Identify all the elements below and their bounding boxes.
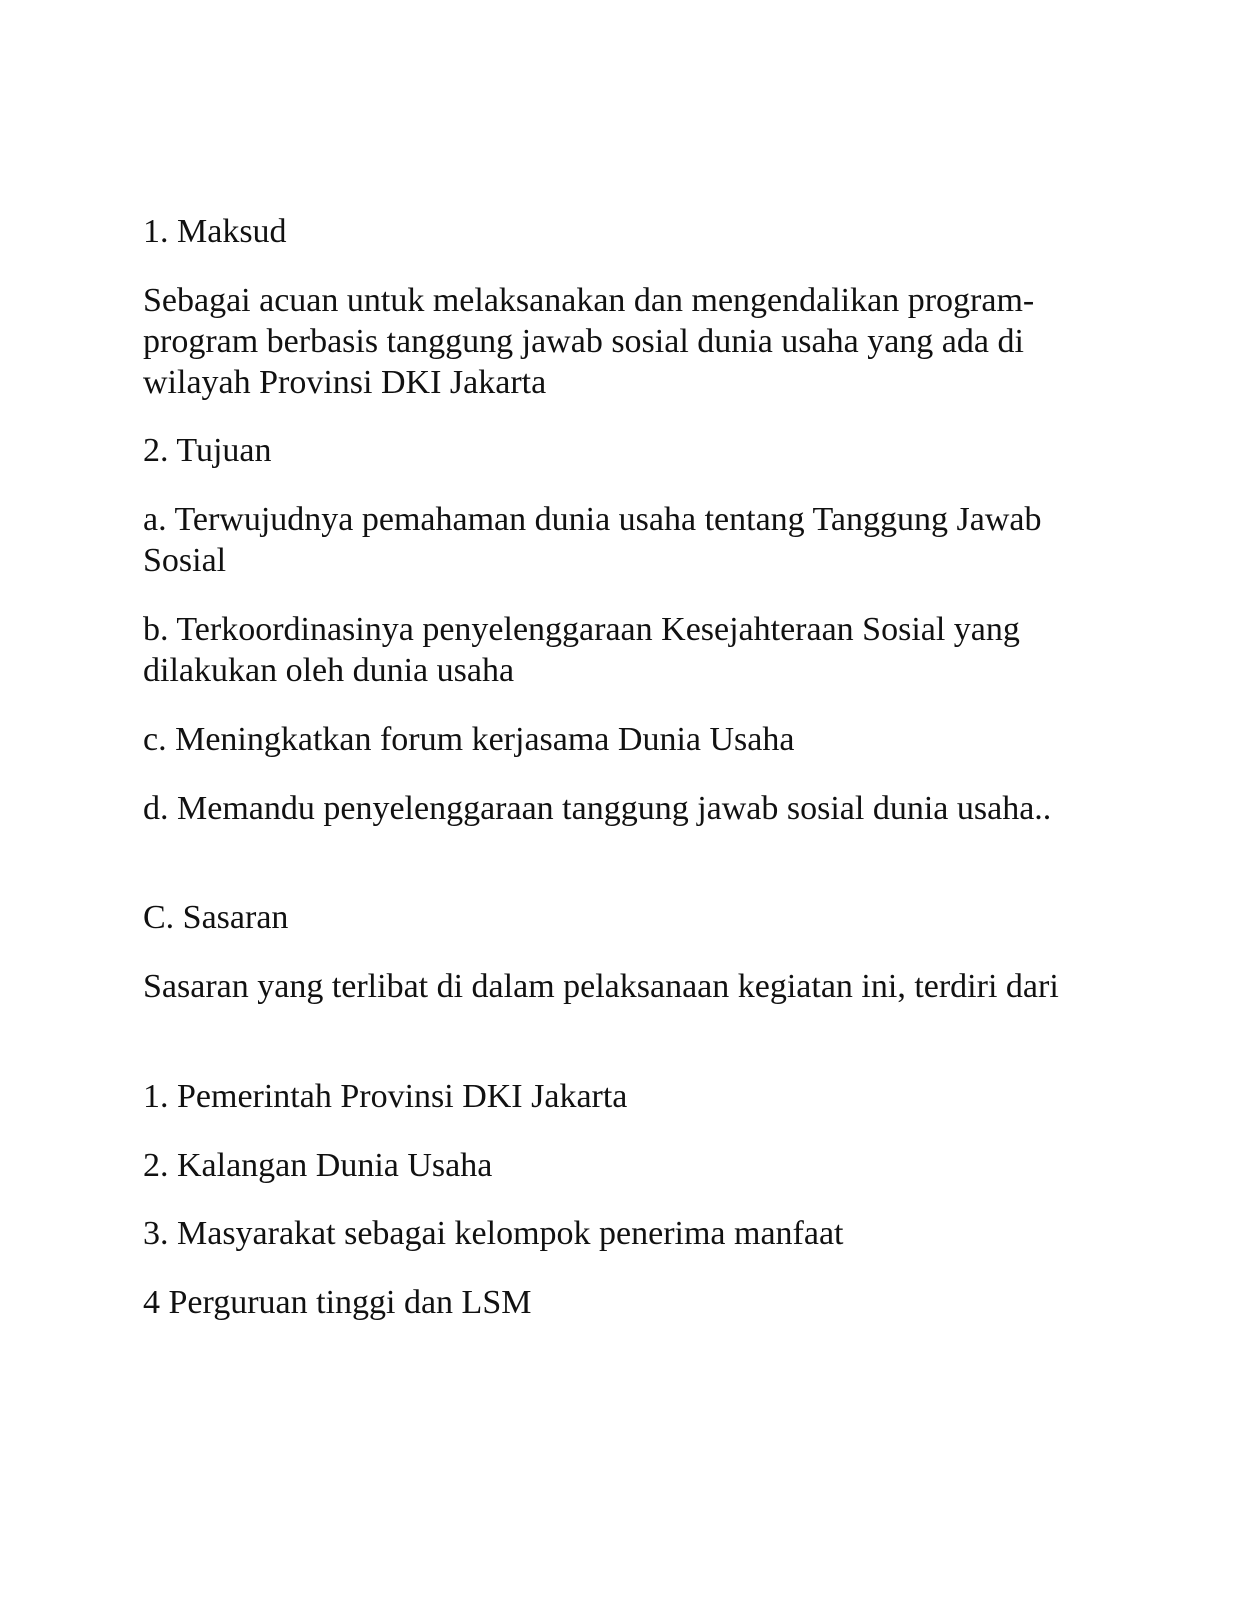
maksud-paragraph: Sebagai acuan untuk melaksanakan dan mengendalikan program-program berbasis tanggung jawab sosial dunia usaha yang ada di wilayah Provinsi DKI Jakarta: [143, 282, 1035, 401]
target-item-1: 1. Pemerintah Provinsi DKI Jakarta: [143, 1078, 628, 1115]
target-item-3: 3. Masyarakat sebagai kelompok penerima manfaat: [143, 1215, 844, 1252]
heading-maksud: 1. Maksud: [143, 213, 287, 250]
objective-item-b: b. Terkoordinasinya penyelenggaraan Kesejahteraan Sosial yang dilakukan oleh dunia usaha: [143, 611, 1020, 689]
objective-item-a: a. Terwujudnya pemahaman dunia usaha tentang Tanggung Jawab Sosial: [143, 501, 1042, 579]
target-item-2: 2. Kalangan Dunia Usaha: [143, 1147, 493, 1184]
target-item-4: 4 Perguruan tinggi dan LSM: [143, 1284, 532, 1321]
sasaran-intro: Sasaran yang terlibat di dalam pelaksanaan kegiatan ini, terdiri dari: [143, 968, 1059, 1005]
objective-item-c: c. Meningkatkan forum kerjasama Dunia Usaha: [143, 721, 795, 758]
heading-tujuan: 2. Tujuan: [143, 432, 272, 469]
heading-sasaran: C. Sasaran: [143, 899, 289, 936]
objective-item-d: d. Memandu penyelenggaraan tanggung jawab sosial dunia usaha..: [143, 790, 1052, 827]
